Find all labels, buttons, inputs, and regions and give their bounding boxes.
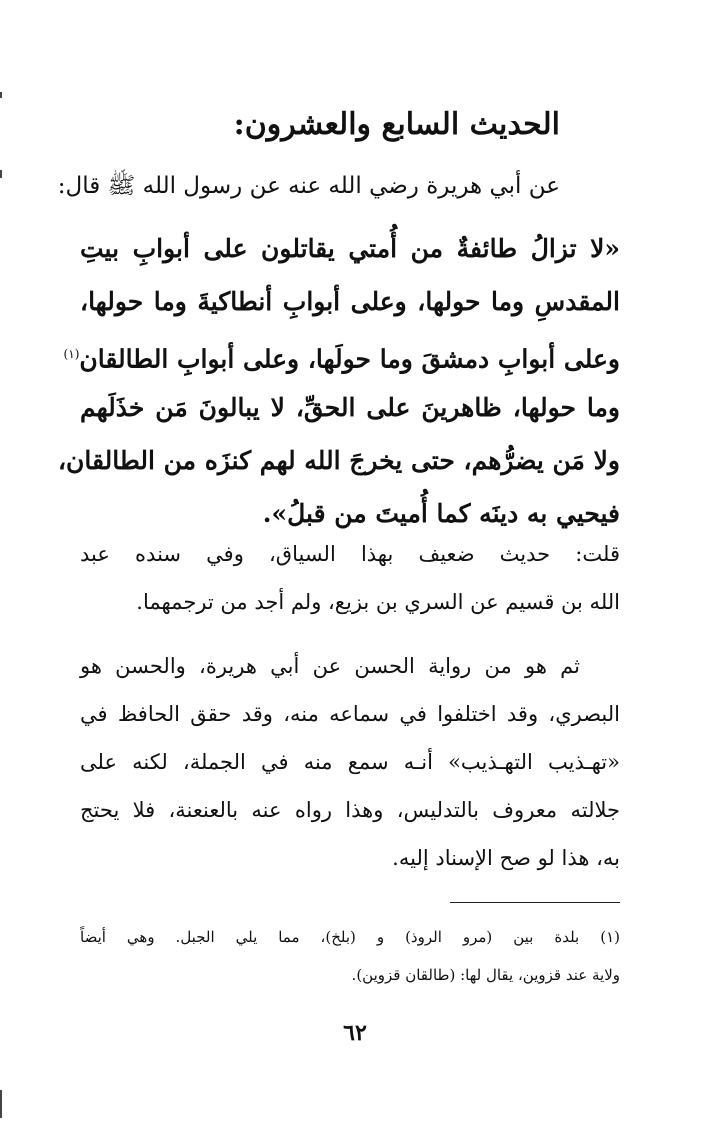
hadith-line: وعلى أبوابِ دمشقَ وما حولَها، وعلى أبوابِ الطالقان$^{(١)}$ [63, 344, 620, 374]
paragraph-line: البصري، وقد اختلفوا في سماعه منه، وقد حقق الحافظ في [80, 702, 620, 726]
comment-line: قلت: حديث ضعيف بهذا السياق، وفي سنده عبد [80, 542, 620, 566]
author-comment [80, 530, 620, 626]
hadith-line: ولا مَن يضرُّهم، حتى يخرجَ الله لهم كنزَه من الطالقان، [57, 446, 620, 475]
paragraph-line: به، هذا لو صح الإسناد إليه. [392, 846, 620, 870]
scan-edge-mark [0, 1090, 2, 1118]
hadith-heading: الحديث السابع والعشرون: [233, 107, 560, 142]
paragraph-line: جلالته معروف بالتدليس، وهذا رواه عنه بالعنعنة، فلا يحتج [80, 798, 620, 822]
paragraph-line: ثم هو من رواية الحسن عن أبي هريرة، والحسن هو [80, 654, 580, 678]
comment-line: الله بن قسيم عن السري بن بزيع، ولم أجد من ترجمهما. [136, 590, 620, 614]
footnote-line: ولاية عند قزوين، يقال لها: (طالقان قزوين). [351, 966, 620, 984]
hadith-text [57, 222, 620, 540]
scan-edge-mark [0, 92, 2, 98]
hadith-line: فيحيي به دينَه كما أُميتَ من قبلُ». [262, 499, 620, 528]
hadith-line: المقدسِ وما حولها، وعلى أبوابِ أنطاكيةَ وما حولها، [80, 287, 620, 316]
scan-edge-mark [0, 170, 2, 178]
hadith-line: «لا تزالُ طائفةٌ من أُمتي يقاتلون على أبوابِ بيتِ [80, 234, 620, 263]
footnote-line: (١) بلدة بين (مرو الروذ) و (بلخ)، مما يلي الجبل. وهي أيضاً [80, 928, 620, 946]
hadith-line: وما حولها، ظاهرينَ على الحقِّ، لا يبالونَ مَن خذَلَهم [80, 393, 620, 422]
commentary-paragraph [80, 642, 620, 882]
paragraph-line: «تهـذيب التهـذيب» أنـه سمع منه في الجملة، لكنه على [80, 750, 620, 774]
footnote-divider [450, 902, 620, 903]
page-number: ٦٢ [343, 1020, 367, 1046]
footnote-reference: (١) [63, 347, 80, 361]
footnote [80, 918, 620, 994]
hadith-narration-intro: عن أبي هريرة رضي الله عنه عن رسول الله ﷺ قال: [57, 173, 560, 199]
